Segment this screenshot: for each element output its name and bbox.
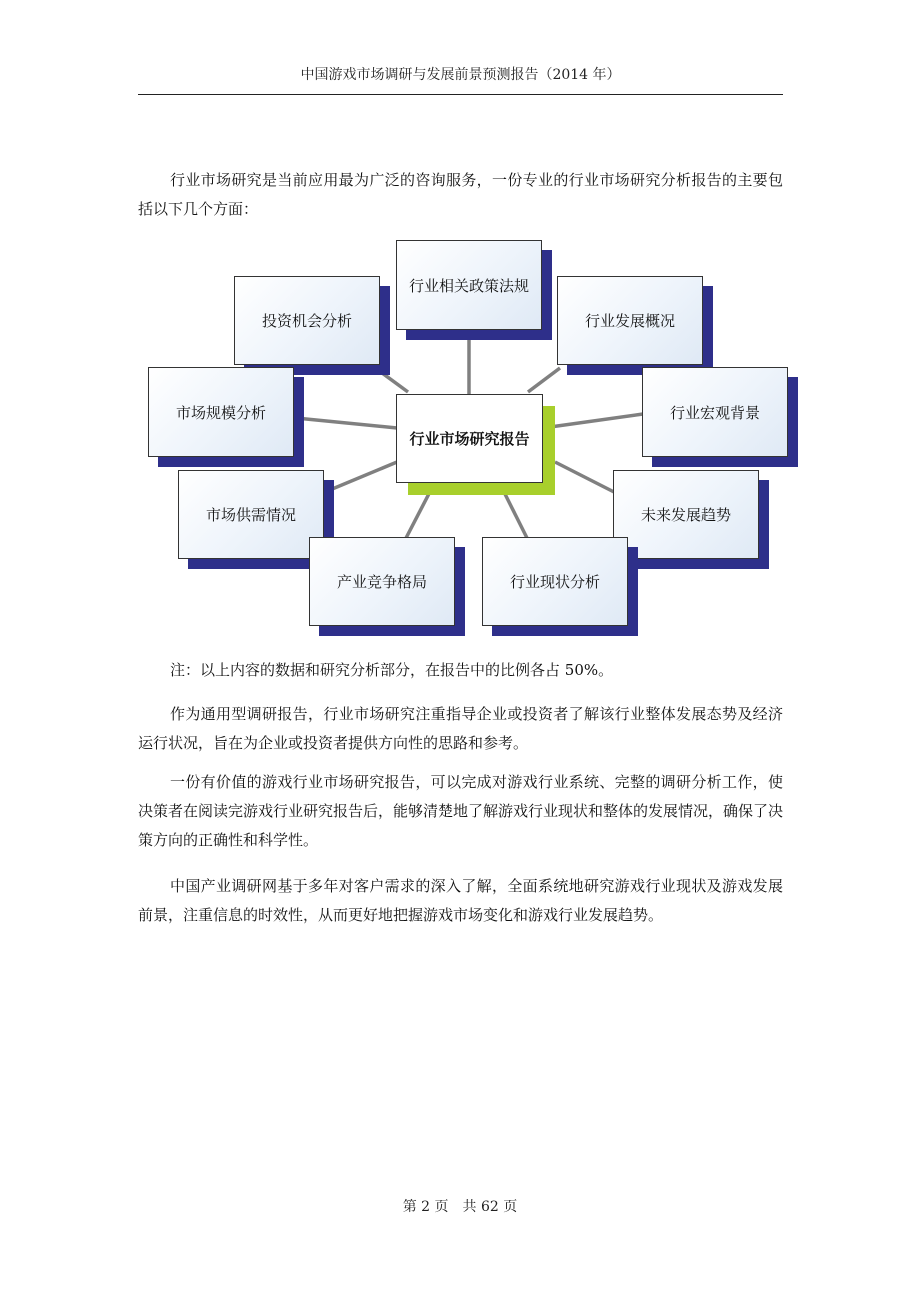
node-policy-label: 行业相关政策法规 — [408, 276, 529, 295]
node-develop — [557, 276, 703, 365]
node-scale — [148, 367, 294, 457]
page-footer: 第 2 页 共 62 页 — [402, 1199, 518, 1215]
body-paragraph-2: 一份有价值的游戏行业市场研究报告，可以完成对游戏行业系统、完整的调研分析工作，使决策者在阅读完游戏行业研究报告后，能够清楚地了解游戏行业现状和整体的发展情况，确保了决策方向的正确性和科学性。 — [138, 773, 784, 849]
connector-future — [555, 462, 614, 492]
node-invest-label: 投资机会分析 — [261, 312, 352, 330]
node-invest — [234, 276, 380, 365]
connector-supply — [325, 462, 397, 492]
body-paragraph-3: 中国产业调研网基于多年对客户需求的深入了解，全面系统地研究游戏行业现状及游戏发展前景，注重信息的时效性，从而更好地把握游戏市场变化和游戏行业发展趋势。 — [138, 877, 783, 924]
node-status — [482, 537, 628, 626]
node-supply — [178, 470, 324, 559]
node-scale-label: 市场规模分析 — [175, 403, 266, 422]
node-center — [396, 394, 543, 483]
node-compete — [309, 537, 455, 626]
node-macro-label: 行业宏观背景 — [669, 403, 760, 422]
intro-paragraph: 行业市场研究是当前应用最为广泛的咨询服务，一份专业的行业市场研究分析报告的主要包括以下几个方面： — [138, 171, 783, 218]
body-paragraph-1: 作为通用型调研报告，行业市场研究注重指导企业或投资者了解该行业整体发展态势及经济运行状况，旨在为企业或投资者提供方向性的思路和参考。 — [138, 705, 783, 752]
connector-macro — [543, 414, 643, 428]
node-status-label: 行业现状分析 — [509, 573, 600, 591]
node-policy — [396, 240, 542, 330]
node-future-label: 未来发展趋势 — [640, 506, 731, 524]
node-compete-label: 产业竞争格局 — [336, 573, 427, 591]
header-rule — [138, 94, 783, 95]
connector-develop — [528, 368, 560, 392]
page-header: 中国游戏市场调研与发展前景预测报告（2014 年） — [300, 67, 621, 83]
node-supply-label: 市场供需情况 — [205, 506, 296, 524]
node-macro — [642, 367, 788, 457]
connector-scale — [296, 418, 397, 428]
node-center-label: 行业市场研究报告 — [409, 430, 530, 448]
note-paragraph: 注：以上内容的数据和研究分析部分，在报告中的比例各占 50%。 — [170, 661, 614, 679]
node-future — [613, 470, 759, 559]
connector-compete — [405, 484, 434, 540]
node-develop-label: 行业发展概况 — [584, 312, 675, 330]
connector-invest — [378, 370, 408, 392]
connector-status — [500, 484, 528, 540]
